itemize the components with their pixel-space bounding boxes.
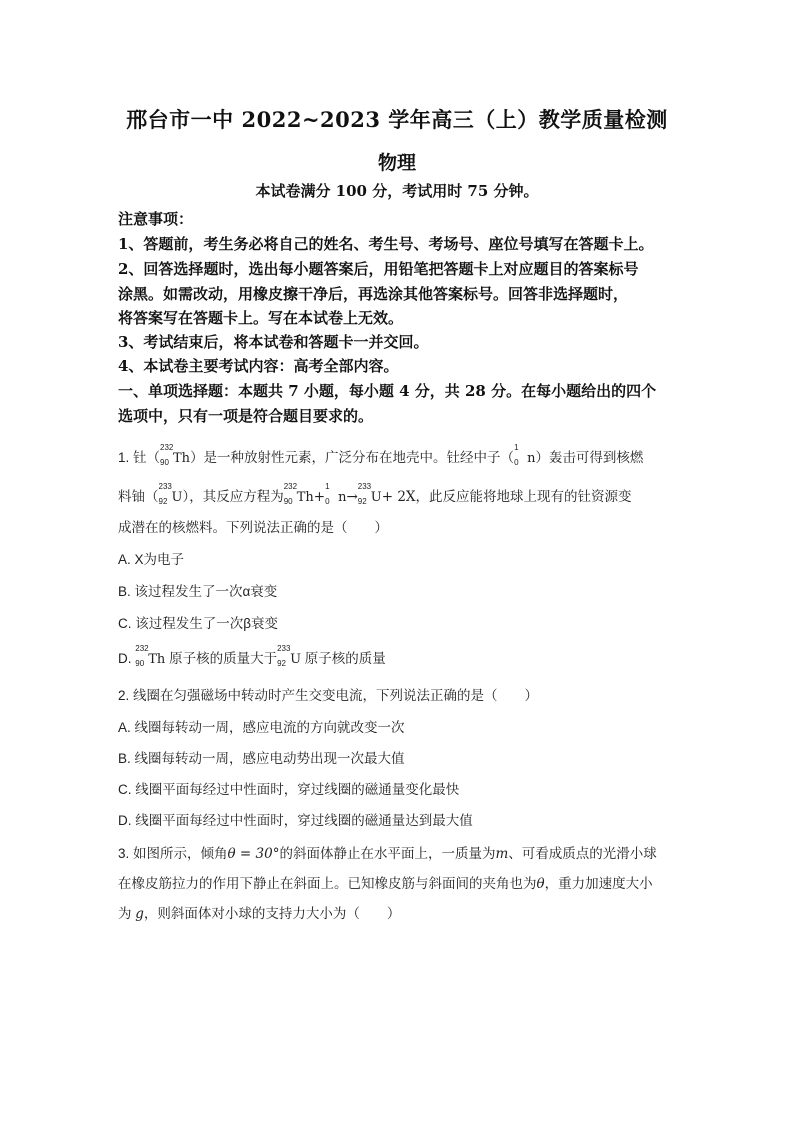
q2-option-a: A. 线圈每转动一周，感应电流的方向就改变一次 bbox=[118, 720, 405, 735]
optd-thorium: 232 90 Th bbox=[135, 644, 166, 669]
section-heading: 选项中，只有一项是符合题目要求的。 bbox=[118, 407, 374, 425]
q1-stem-line3: 成潜在的核燃料。下列说法正确的是（ ） bbox=[118, 520, 388, 535]
q3-stem-line2: 在橡皮筋拉力的作用下静止在斜面上。已知橡皮筋与斜面间的夹角也为θ，重力加速度大小 bbox=[118, 876, 653, 892]
notice-line: 将答案写在答题卡上。写在本试卷上无效。 bbox=[118, 309, 404, 327]
equation-uranium: 233 92 U bbox=[357, 482, 382, 507]
exam-title: 邢台市一中 2022~2023 学年高三（上）教学质量检测 bbox=[126, 107, 668, 132]
score-note: 本试卷满分 100 分，考试用时 75 分钟。 bbox=[255, 182, 539, 200]
thorium-nuclide: 232 90 Th bbox=[160, 443, 191, 468]
optd-uranium: 233 92 U bbox=[277, 644, 302, 669]
q1-option-d: D. 232 90 Th 原子核的质量大于 233 92 U 原子核的质量 bbox=[118, 644, 386, 669]
q2-option-d: D. 线圈平面每经过中性面时，穿过线圈的磁通量达到最大值 bbox=[118, 813, 473, 828]
section-heading: 一、单项选择题：本题共 7 小题，每小题 4 分，共 28 分。在每小题给出的四个 bbox=[118, 382, 657, 400]
notice-line: 2、回答选择题时，选出每小题答案后，用铅笔把答题卡上对应题目的答案标号 bbox=[118, 260, 639, 278]
equation-neutron: 1 0 n bbox=[325, 482, 347, 507]
q1-option-b: B. 该过程发生了一次α衰变 bbox=[118, 584, 278, 599]
q2-stem: 2. 线圈在匀强磁场中转动时产生交变电流，下列说法正确的是（ ） bbox=[118, 688, 539, 703]
notice-heading: 注意事项： bbox=[118, 210, 194, 228]
uranium-nuclide: 233 92 U bbox=[158, 482, 183, 507]
equation-thorium: 232 90 Th bbox=[283, 482, 314, 507]
notice-line: 3、考试结束后，将本试卷和答题卡一并交回。 bbox=[118, 333, 429, 351]
neutron-nuclide: 1 0 n bbox=[514, 443, 536, 468]
notice-line: 1、答题前，考生务必将自己的姓名、考生号、考场号、座位号填写在答题卡上。 bbox=[118, 235, 654, 253]
notice-line: 4、本试卷主要考试内容：高考全部内容。 bbox=[118, 357, 399, 375]
q1-stem-line1: 1. 钍（ 232 90 Th）是一种放射性元素，广泛分布在地壳中。钍经中子（ 1 0 n）轰击可得到核燃 bbox=[118, 443, 644, 468]
q2-option-c: C. 线圈平面每经过中性面时，穿过线圈的磁通量变化最快 bbox=[118, 782, 460, 797]
q1-option-c: C. 该过程发生了一次β衰变 bbox=[118, 616, 279, 631]
q1-option-a: A. X为电子 bbox=[118, 552, 185, 567]
q3-stem-line1: 3. 如图所示，倾角θ = 30°的斜面体静止在水平面上，一质量为m、可看成质点的光滑小球 bbox=[118, 846, 657, 862]
subject-title: 物理 bbox=[377, 152, 416, 174]
q3-stem-line3: 为 g，则斜面体对小球的支持力大小为（ ） bbox=[118, 906, 401, 922]
q1-stem-line2: 料铀（ 233 92 U），其反应方程为 232 90 Th+ 1 0 n→ 233 92 U+ 2X，此反应能将地球上现有的钍资源变 bbox=[118, 482, 632, 507]
q2-option-b: B. 线圈每转动一周，感应电动势出现一次最大值 bbox=[118, 751, 405, 766]
notice-line: 涂黑。如需改动，用橡皮擦干净后，再选涂其他答案标号。回答非选择题时， bbox=[118, 285, 629, 303]
